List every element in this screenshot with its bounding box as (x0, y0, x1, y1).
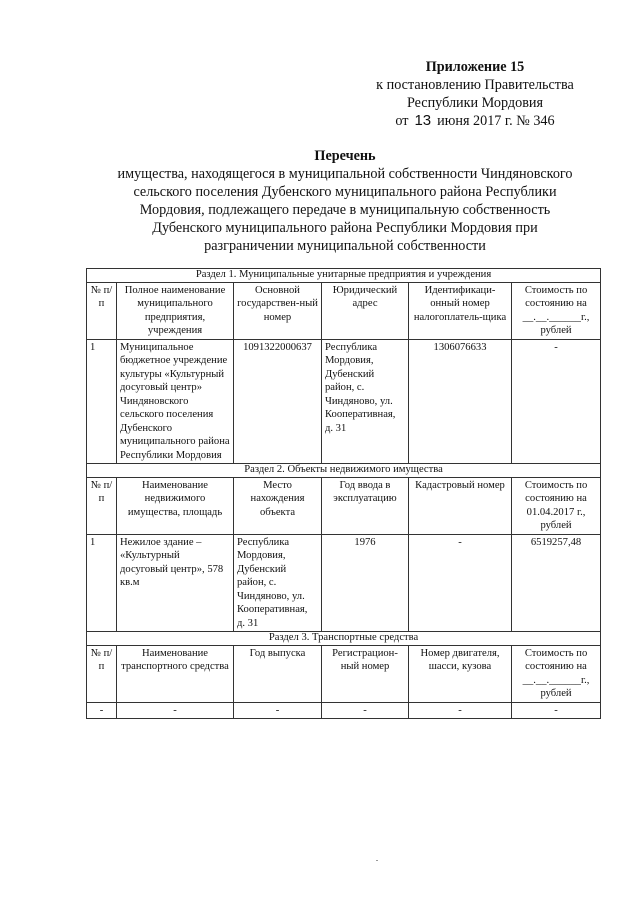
column-header: № п/п (87, 477, 117, 534)
column-header: № п/п (87, 645, 117, 702)
list-title-line: Мордовия, подлежащего передаче в муниципальную собственность (139, 202, 551, 218)
table-cell: Республика Мордовия, Дубенский район, с. Чиндяново, ул. Кооперативная, д. 31 (234, 534, 322, 632)
table-cell: Муниципальное бюджетное учреждение культуры «Культурный досуговый центр» Чиндяновского сельского поселения Дубенского муниципального района Республики Мордовия (117, 339, 234, 464)
table-row (87, 702, 601, 719)
column-header: Год ввода в эксплуатацию (322, 477, 409, 534)
table-cell: - (87, 702, 117, 719)
scan-speck (376, 860, 378, 861)
list-title-block (60, 147, 630, 255)
table-cell: 6519257,48 (512, 534, 601, 632)
appendix-block (360, 58, 590, 130)
list-title-line: сельского поселения Дубенского муниципального района Республики (133, 184, 557, 200)
table-cell: - (409, 534, 512, 632)
section-2-header-row (87, 477, 601, 534)
section-1-title-row (87, 269, 601, 283)
property-table (86, 268, 601, 719)
appendix-date (360, 112, 590, 130)
table-cell: 1 (87, 534, 117, 632)
appendix-title: Приложение 15 (425, 59, 525, 75)
list-heading: Перечень (314, 148, 376, 164)
table-cell: 1 (87, 339, 117, 464)
column-header: Регистрацион-ный номер (322, 645, 409, 702)
table-cell: 1976 (322, 534, 409, 632)
column-header: Наименование недвижимого имущества, площадь (117, 477, 234, 534)
column-header: Юридический адрес (322, 282, 409, 339)
table-cell: - (322, 702, 409, 719)
column-header: Кадастровый номер (409, 477, 512, 534)
column-header: Место нахождения объекта (234, 477, 322, 534)
section-1-title: Раздел 1. Муниципальные унитарные предприятия и учреждения (87, 269, 601, 283)
column-header: Стоимость по состоянию на __.__.______г., рублей (512, 645, 601, 702)
table-cell: 1306076633 (409, 339, 512, 464)
section-3-title-row (87, 632, 601, 646)
appendix-line-1: к постановлению Правительства (376, 77, 574, 93)
column-header: Основной государствен-ный номер (234, 282, 322, 339)
column-header: Идентификаци-онный номер налогоплатель-щика (409, 282, 512, 339)
column-header: Стоимость по состоянию на __.__.______г., рублей (512, 282, 601, 339)
section-3-title: Раздел 3. Транспортные средства (87, 632, 601, 646)
table-row (87, 534, 601, 632)
table-cell: - (512, 702, 601, 719)
list-title-line: разграничении муниципальной собственности (204, 238, 486, 254)
section-1-header-row (87, 282, 601, 339)
table-cell: Нежилое здание – «Культурный досуговый центр», 578 кв.м (117, 534, 234, 632)
date-prefix: от (395, 113, 409, 129)
column-header: Стоимость по состоянию на 01.04.2017 г., рублей (512, 477, 601, 534)
date-rest: июня 2017 г. № 346 (437, 113, 555, 129)
column-header: Наименование транспортного средства (117, 645, 234, 702)
column-header: Год выпуска (234, 645, 322, 702)
table-cell: Республика Мордовия, Дубенский район, с. Чиндяново, ул. Кооперативная, д. 31 (322, 339, 409, 464)
column-header: Номер двигателя, шасси, кузова (409, 645, 512, 702)
section-2-title-row (87, 464, 601, 478)
date-day-handwritten: 13 (414, 112, 432, 129)
column-header: № п/п (87, 282, 117, 339)
table-cell: - (409, 702, 512, 719)
column-header: Полное наименование муниципального предприятия, учреждения (117, 282, 234, 339)
list-title-line: имущества, находящегося в муниципальной собственности Чиндяновского (117, 166, 573, 182)
table-cell: - (117, 702, 234, 719)
table-cell: - (512, 339, 601, 464)
table-cell: - (234, 702, 322, 719)
section-2-title: Раздел 2. Объекты недвижимого имущества (87, 464, 601, 478)
table-cell: 1091322000637 (234, 339, 322, 464)
table-row (87, 339, 601, 464)
appendix-line-2: Республики Мордовия (406, 95, 544, 111)
list-title-line: Дубенского муниципального района Республики Мордовия при (152, 220, 538, 236)
section-3-header-row (87, 645, 601, 702)
